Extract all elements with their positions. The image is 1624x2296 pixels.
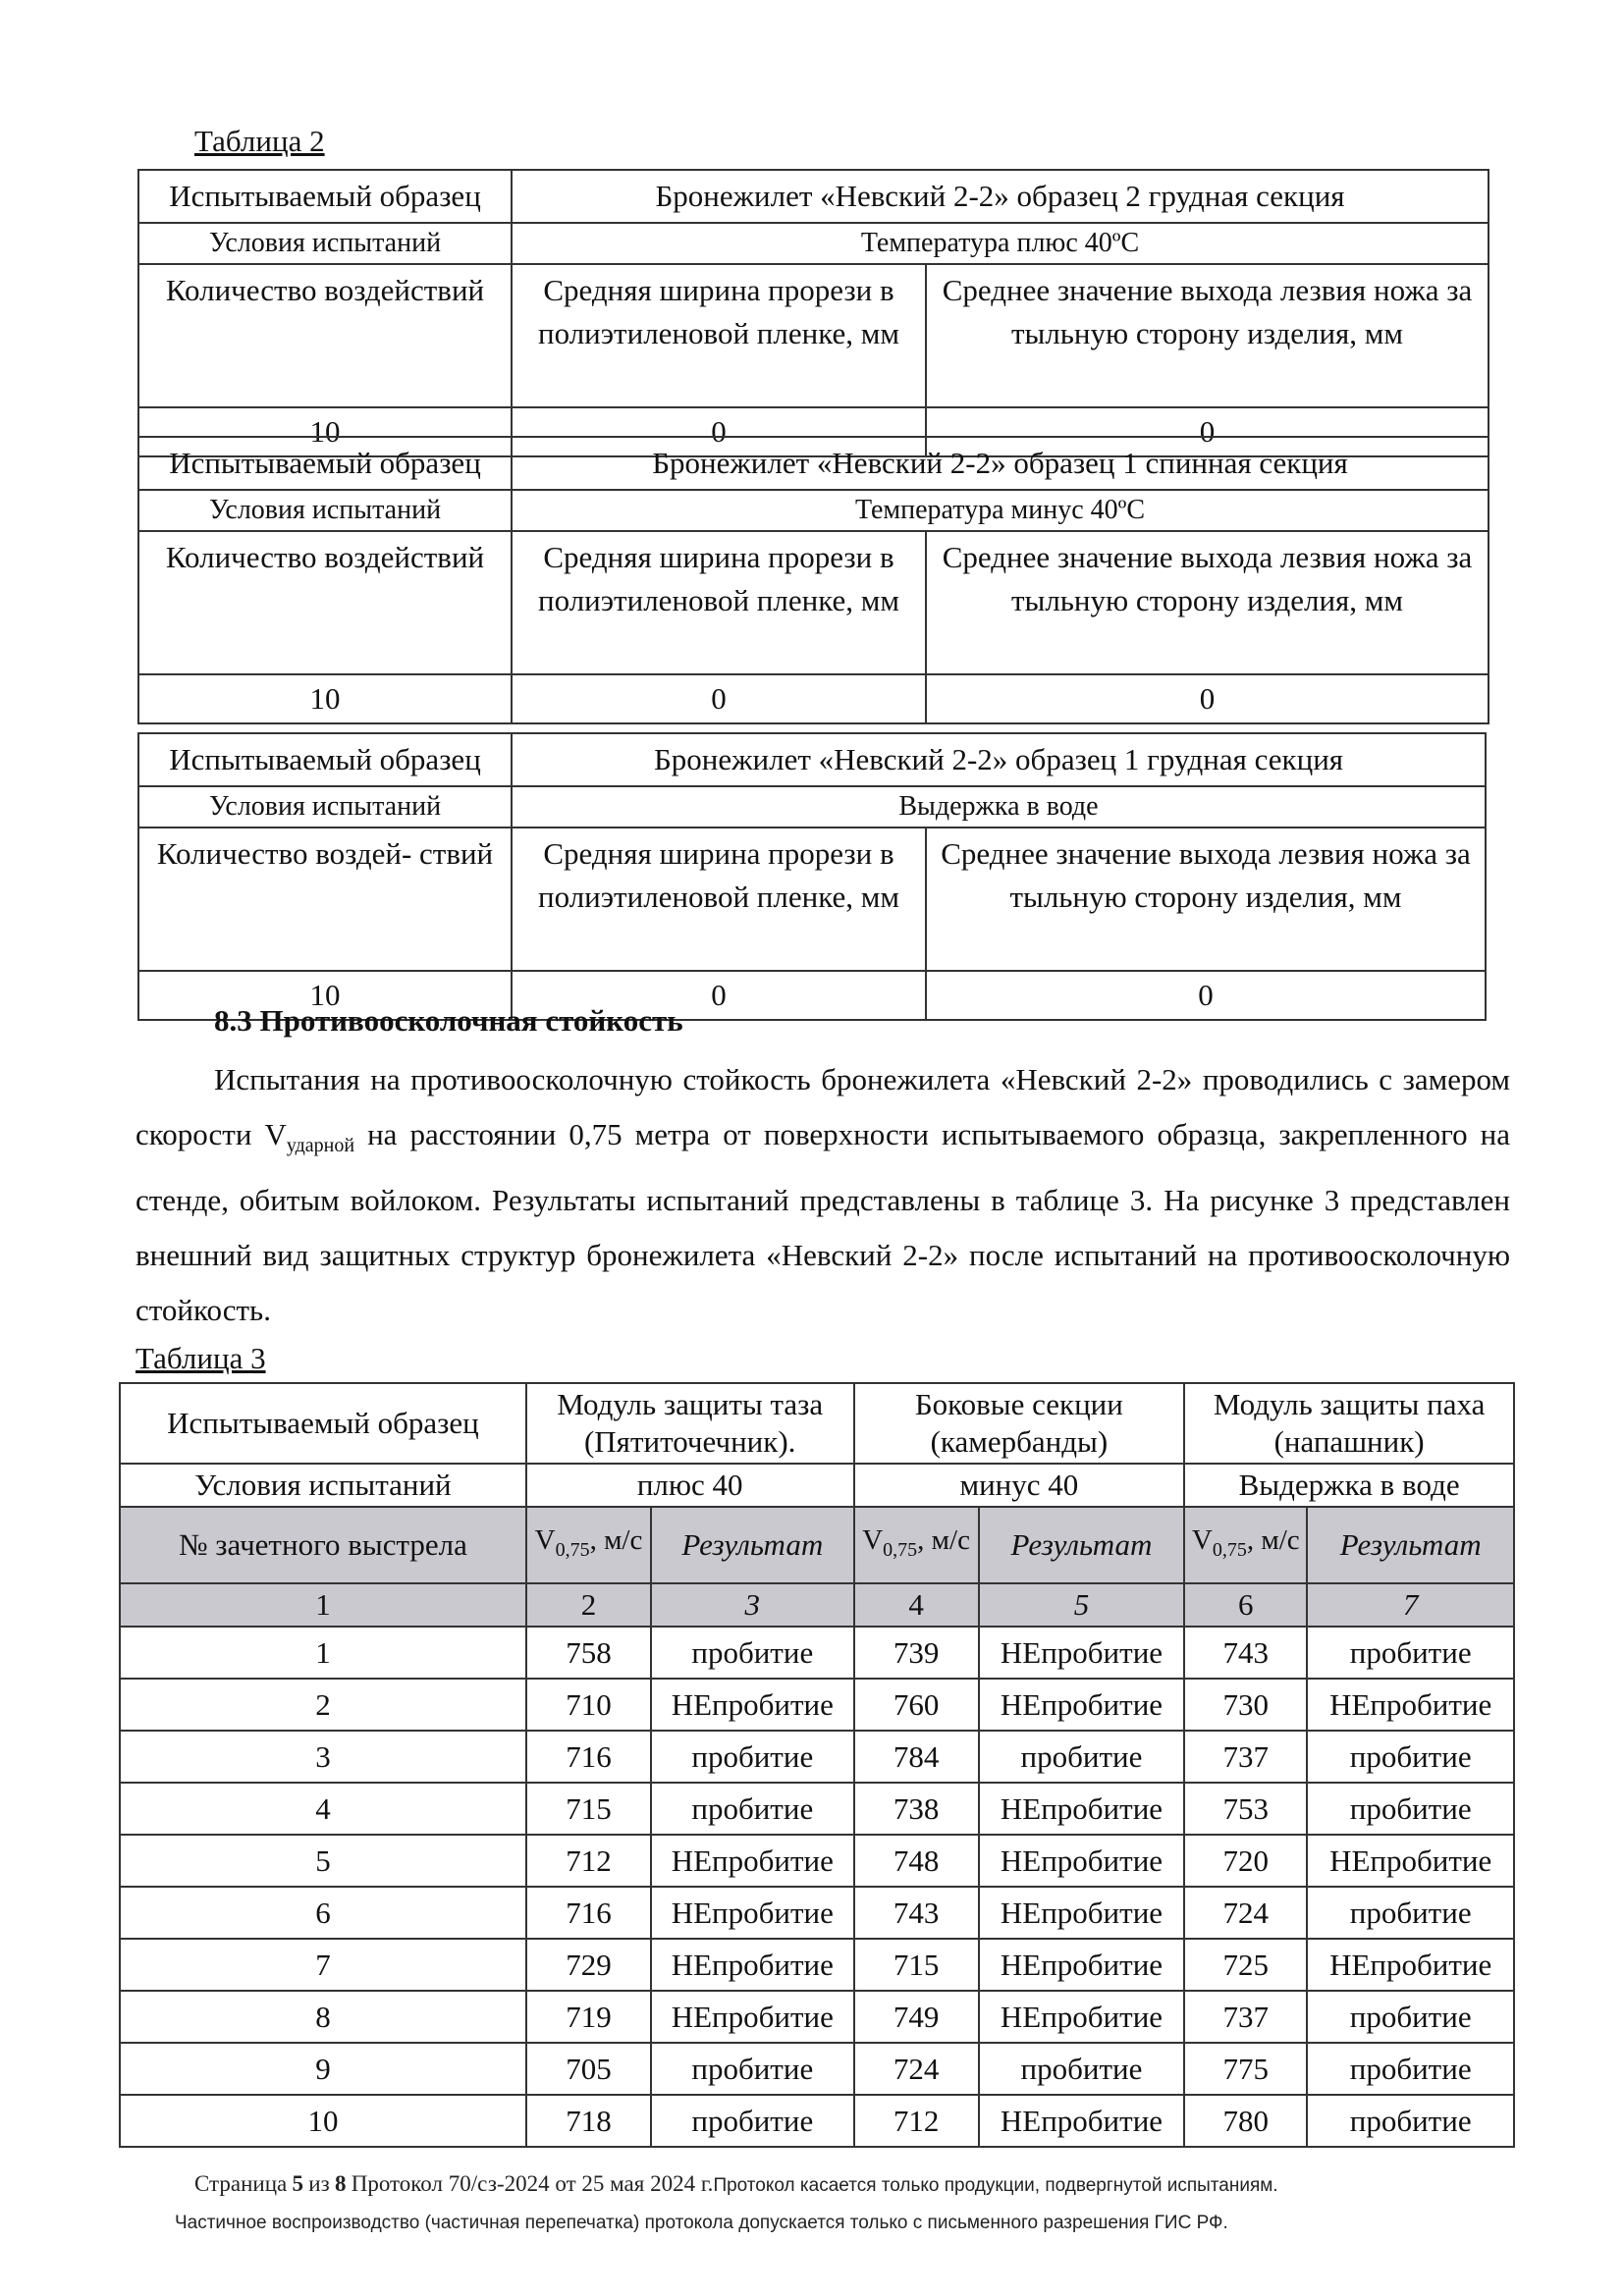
shot-number: 7 [120,1939,526,1991]
velocity-cell: 749 [854,1991,979,2043]
impacts-label: Количество воздей- ствий [138,828,512,971]
velocity-cell: 716 [526,1731,651,1783]
t3-col-number: 6 [1184,1583,1307,1627]
table-row [120,2043,1514,2095]
result-cell: пробитие [979,1731,1185,1783]
table-row [120,1939,1514,1991]
t3-sample-1: Модуль защиты таза (Пятиточечник). [526,1383,854,1464]
velocity-cell: 716 [526,1887,651,1939]
result-cell: пробитие [1307,1627,1514,1679]
footer-page-number: 5 [292,2171,303,2196]
velocity-cell: 738 [854,1783,979,1835]
table2-block-1 [137,169,1489,457]
result-cell: НЕпробитие [979,1783,1185,1835]
table3-caption: Таблица 3 [135,1341,266,1375]
result-cell: НЕпробитие [651,1835,853,1887]
shot-number: 2 [120,1679,526,1731]
result-cell: НЕпробитие [979,1991,1185,2043]
conditions-label: Условия испытаний [138,223,512,264]
velocity-cell: 712 [854,2095,979,2147]
footer-of-word: из [308,2171,330,2196]
result-cell: НЕпробитие [1307,1939,1514,1991]
table-row [120,1835,1514,1887]
table-row [120,1783,1514,1835]
velocity-cell: 739 [854,1627,979,1679]
velocity-cell: 780 [1184,2095,1307,2147]
velocity-cell: 730 [1184,1679,1307,1731]
result-cell: пробитие [651,2043,853,2095]
velocity-cell: 705 [526,2043,651,2095]
sample-label: Испытываемый образец [138,170,512,223]
t3-col-number: 4 [854,1583,979,1627]
table-row [120,1731,1514,1783]
t3-result-header: Результат [1307,1507,1514,1583]
t3-condition-2: минус 40 [854,1464,1185,1507]
t3-conditions-label: Условия испытаний [120,1464,526,1507]
shot-number: 3 [120,1731,526,1783]
table-row [120,1887,1514,1939]
velocity-cell: 784 [854,1731,979,1783]
footer-note-2: Частичное воспроизводство (частичная перепечатка) протокола допускается только с письменного разрешения ГИС РФ. [175,2213,1228,2233]
conditions-value: Температура плюс 40ºC [512,223,1489,264]
conditions-label: Условия испытаний [138,490,512,531]
shot-number: 9 [120,2043,526,2095]
para-text-end: на расстоянии 0,75 метра от поверхности испытываемого образца, закрепленного на стенде, обитым войлоком. Результаты испытаний представлены в таблице 3. На рисунке 3 представлен внешний вид защитных структур бронежилета «Невский 2-2» после испытаний на противоосколочную стойкость. [135,1117,1510,1328]
velocity-cell: 720 [1184,1835,1307,1887]
sample-label: Испытываемый образец [138,437,512,490]
result-cell: НЕпробитие [1307,1835,1514,1887]
shot-number: 5 [120,1835,526,1887]
t3-result-header: Результат [979,1507,1185,1583]
result-cell: пробитие [1307,2043,1514,2095]
velocity-cell: 737 [1184,1991,1307,2043]
para-subscript: ударной [286,1135,355,1157]
impacts-label: Количество воздействий [138,264,512,407]
shot-number: 10 [120,2095,526,2147]
result-cell: НЕпробитие [979,1835,1185,1887]
col3-value: 0 [926,971,1486,1020]
col2-header: Средняя ширина прорези в полиэтиленовой пленке, мм [512,828,926,971]
t3-condition-1: плюс 40 [526,1464,854,1507]
t3-velocity-header: $V_{0,75}$, м/с [854,1507,979,1583]
t3-result-header: Результат [651,1507,853,1583]
velocity-cell: 758 [526,1627,651,1679]
velocity-cell: 710 [526,1679,651,1731]
t3-sample-2: Боковые секции (камербанды) [854,1383,1185,1464]
velocity-cell: 715 [854,1939,979,1991]
velocity-cell: 712 [526,1835,651,1887]
page-footer [194,2171,1471,2197]
sample-value: Бронежилет «Невский 2-2» образец 1 грудная секция [512,733,1486,786]
table-row [120,1627,1514,1679]
result-cell: пробитие [651,1783,853,1835]
sample-value: Бронежилет «Невский 2-2» образец 2 грудная секция [512,170,1489,223]
velocity-cell: 729 [526,1939,651,1991]
result-cell: пробитие [1307,1887,1514,1939]
conditions-value: Температура минус 40ºC [512,490,1489,531]
velocity-cell: 743 [854,1887,979,1939]
table2-block-2 [137,436,1489,724]
shot-number: 6 [120,1887,526,1939]
footer-note-1: Протокол касается только продукции, подвергнутой испытаниям. [713,2175,1278,2196]
result-cell: пробитие [1307,1783,1514,1835]
result-cell: пробитие [1307,1731,1514,1783]
conditions-label: Условия испытаний [138,786,512,828]
t3-col-number: 1 [120,1583,526,1627]
result-cell: пробитие [651,1627,853,1679]
t3-velocity-header: $V_{0,75}$, м/с [1184,1507,1307,1583]
velocity-cell: 724 [1184,1887,1307,1939]
result-cell: НЕпробитие [979,2095,1185,2147]
col3-header: Среднее значение выхода лезвия ножа за тыльную сторону изделия, мм [926,264,1489,407]
col3-header: Среднее значение выхода лезвия ножа за тыльную сторону изделия, мм [926,531,1489,674]
col3-value: 0 [926,674,1489,723]
velocity-cell: 724 [854,2043,979,2095]
footer-protocol: Протокол 70/сз-2024 от 25 мая 2024 г. [351,2171,714,2196]
t3-condition-3: Выдержка в воде [1184,1464,1514,1507]
velocity-cell: 775 [1184,2043,1307,2095]
t3-sample-3: Модуль защиты паха (напашник) [1184,1383,1514,1464]
col2-value: 0 [512,407,926,456]
footer-page-word: Страница [194,2171,288,2196]
t3-col-number: 2 [526,1583,651,1627]
impacts-value: 10 [138,407,512,456]
result-cell: НЕпробитие [651,1679,853,1731]
t3-body [120,1627,1514,2147]
col2-value: 0 [512,971,926,1020]
sample-label: Испытываемый образец [138,733,512,786]
shot-number: 8 [120,1991,526,2043]
result-cell: НЕпробитие [979,1887,1185,1939]
velocity-cell: 753 [1184,1783,1307,1835]
result-cell: пробитие [651,1731,853,1783]
result-cell: НЕпробитие [651,1991,853,2043]
result-cell: НЕпробитие [979,1627,1185,1679]
impacts-label: Количество воздействий [138,531,512,674]
result-cell: НЕпробитие [979,1679,1185,1731]
t3-col-number: 7 [1307,1583,1514,1627]
t3-sample-label: Испытываемый образец [120,1383,526,1464]
table3 [119,1382,1515,2148]
table-row [120,2095,1514,2147]
result-cell: НЕпробитие [651,1887,853,1939]
t3-col-number: 5 [979,1583,1185,1627]
footer-total-pages: 8 [334,2171,347,2196]
section-heading: 8.3 Противоосколочная стойкость [214,1003,683,1038]
t3-shot-label: № зачетного выстрела [120,1507,526,1583]
velocity-cell: 725 [1184,1939,1307,1991]
velocity-cell: 748 [854,1835,979,1887]
result-cell: пробитие [979,2043,1185,2095]
result-cell: пробитие [651,2095,853,2147]
sample-value: Бронежилет «Невский 2-2» образец 1 спинная секция [512,437,1489,490]
velocity-cell: 719 [526,1991,651,2043]
result-cell: пробитие [1307,1991,1514,2043]
col3-value: 0 [926,407,1489,456]
result-cell: НЕпробитие [979,1939,1185,1991]
velocity-cell: 718 [526,2095,651,2147]
table2-block-3 [137,732,1487,1021]
result-cell: пробитие [1307,2095,1514,2147]
result-cell: НЕпробитие [1307,1679,1514,1731]
impacts-value: 10 [138,674,512,723]
col2-value: 0 [512,674,926,723]
col2-header: Средняя ширина прорези в полиэтиленовой пленке, мм [512,531,926,674]
velocity-cell: 743 [1184,1627,1307,1679]
conditions-value: Выдержка в воде [512,786,1486,828]
velocity-cell: 715 [526,1783,651,1835]
table2-caption: Таблица 2 [194,124,325,158]
para-text-start: Испытания на противоосколочную стойкость бронежилета «Невский 2-2» проводились с замером скорости V [135,1062,1510,1151]
shot-number: 4 [120,1783,526,1835]
velocity-cell: 760 [854,1679,979,1731]
t3-col-number: 3 [651,1583,853,1627]
impacts-value: 10 [138,971,512,1020]
shot-number: 1 [120,1627,526,1679]
t3-velocity-header: $V_{0,75}$, м/с [526,1507,651,1583]
result-cell: НЕпробитие [651,1939,853,1991]
table-row [120,1679,1514,1731]
table-row [120,1991,1514,2043]
col3-header: Среднее значение выхода лезвия ножа за тыльную сторону изделия, мм [926,828,1486,971]
velocity-cell: 737 [1184,1731,1307,1783]
section-paragraph [135,1052,1510,1338]
col2-header: Средняя ширина прорези в полиэтиленовой пленке, мм [512,264,926,407]
